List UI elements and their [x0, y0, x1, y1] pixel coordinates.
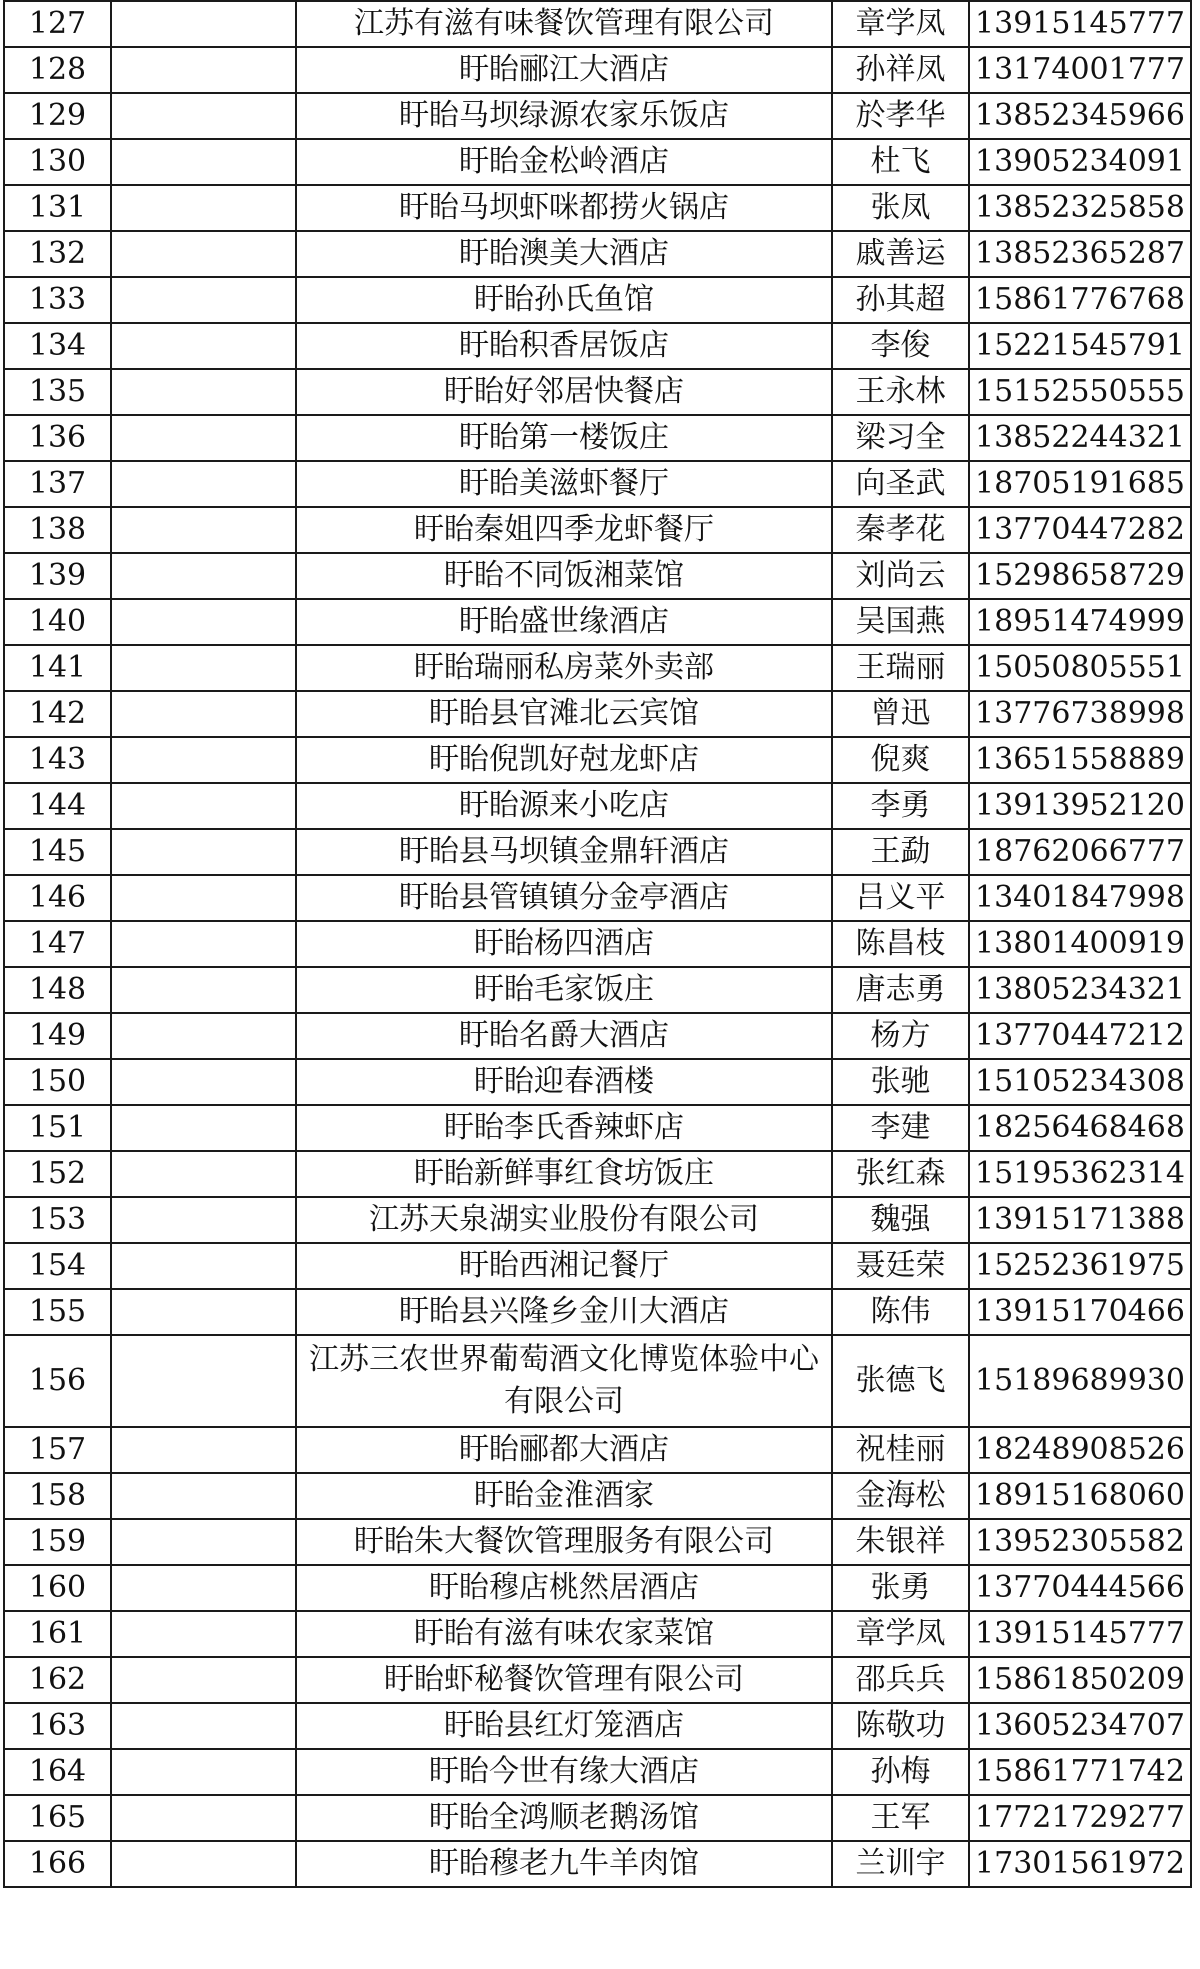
business-name-cell: 盱眙郦江大酒店 — [296, 47, 832, 93]
contact-person-cell: 陈伟 — [832, 1289, 969, 1335]
blank-cell — [111, 553, 296, 599]
blank-cell — [111, 1151, 296, 1197]
business-name-cell: 盱眙积香居饭店 — [296, 323, 832, 369]
business-name-cell: 盱眙源来小吃店 — [296, 783, 832, 829]
table-row — [4, 1565, 1191, 1611]
phone-number-cell: 18256468468 — [969, 1105, 1191, 1151]
contact-person-cell: 王永林 — [832, 369, 969, 415]
contact-person-cell: 魏强 — [832, 1197, 969, 1243]
blank-cell — [111, 1013, 296, 1059]
business-name-cell: 盱眙今世有缘大酒店 — [296, 1749, 832, 1795]
table-row — [4, 1335, 1191, 1427]
table-row — [4, 1105, 1191, 1151]
table-row — [4, 47, 1191, 93]
row-number-cell: 160 — [4, 1565, 111, 1611]
phone-number-cell: 15195362314 — [969, 1151, 1191, 1197]
contact-person-cell: 孙其超 — [832, 277, 969, 323]
business-name-cell: 盱眙迎春酒楼 — [296, 1059, 832, 1105]
table-row — [4, 1427, 1191, 1473]
business-name-cell: 盱眙金松岭酒店 — [296, 139, 832, 185]
phone-number-cell: 13852365287 — [969, 231, 1191, 277]
contact-person-cell: 倪爽 — [832, 737, 969, 783]
contact-person-cell: 章学凤 — [832, 1611, 969, 1657]
row-number-cell: 155 — [4, 1289, 111, 1335]
table-row — [4, 139, 1191, 185]
business-name-cell: 盱眙郦都大酒店 — [296, 1427, 832, 1473]
blank-cell — [111, 139, 296, 185]
phone-number-cell: 15861771742 — [969, 1749, 1191, 1795]
table-row — [4, 1657, 1191, 1703]
blank-cell — [111, 1197, 296, 1243]
phone-number-cell: 13952305582 — [969, 1519, 1191, 1565]
table-row — [4, 1473, 1191, 1519]
contact-person-cell: 李勇 — [832, 783, 969, 829]
blank-cell — [111, 737, 296, 783]
phone-number-cell: 18248908526 — [969, 1427, 1191, 1473]
business-name-cell: 盱眙盛世缘酒店 — [296, 599, 832, 645]
business-name-cell: 江苏三农世界葡萄酒文化博览体验中心有限公司 — [296, 1335, 832, 1427]
phone-number-cell: 13913952120 — [969, 783, 1191, 829]
table-row — [4, 1151, 1191, 1197]
blank-cell — [111, 829, 296, 875]
blank-cell — [111, 1289, 296, 1335]
row-number-cell: 164 — [4, 1749, 111, 1795]
business-name-cell: 盱眙李氏香辣虾店 — [296, 1105, 832, 1151]
table-row — [4, 1841, 1191, 1887]
blank-cell — [111, 369, 296, 415]
table-row — [4, 1703, 1191, 1749]
row-number-cell: 144 — [4, 783, 111, 829]
table-row — [4, 921, 1191, 967]
contact-person-cell: 杜飞 — [832, 139, 969, 185]
table-row — [4, 323, 1191, 369]
business-name-cell: 江苏天泉湖实业股份有限公司 — [296, 1197, 832, 1243]
business-name-cell: 盱眙孙氏鱼馆 — [296, 277, 832, 323]
blank-cell — [111, 783, 296, 829]
contact-person-cell: 张驰 — [832, 1059, 969, 1105]
business-name-cell: 盱眙新鲜事红食坊饭庄 — [296, 1151, 832, 1197]
contact-person-cell: 邵兵兵 — [832, 1657, 969, 1703]
phone-number-cell: 15861850209 — [969, 1657, 1191, 1703]
blank-cell — [111, 1795, 296, 1841]
row-number-cell: 137 — [4, 461, 111, 507]
contact-person-cell: 王勐 — [832, 829, 969, 875]
blank-cell — [111, 1335, 296, 1427]
contact-person-cell: 金海松 — [832, 1473, 969, 1519]
phone-number-cell: 13915145777 — [969, 1, 1191, 47]
blank-cell — [111, 461, 296, 507]
row-number-cell: 128 — [4, 47, 111, 93]
phone-number-cell: 13770447212 — [969, 1013, 1191, 1059]
table-row — [4, 875, 1191, 921]
contact-person-cell: 张凤 — [832, 185, 969, 231]
table-row — [4, 93, 1191, 139]
phone-number-cell: 17301561972 — [969, 1841, 1191, 1887]
row-number-cell: 163 — [4, 1703, 111, 1749]
business-name-cell: 盱眙杨四酒店 — [296, 921, 832, 967]
blank-cell — [111, 599, 296, 645]
blank-cell — [111, 1657, 296, 1703]
contact-person-cell: 陈敬功 — [832, 1703, 969, 1749]
phone-number-cell: 13915145777 — [969, 1611, 1191, 1657]
contact-person-cell: 章学凤 — [832, 1, 969, 47]
blank-cell — [111, 1, 296, 47]
table-row — [4, 231, 1191, 277]
phone-number-cell: 17721729277 — [969, 1795, 1191, 1841]
business-name-cell: 盱眙县管镇镇分金亭酒店 — [296, 875, 832, 921]
blank-cell — [111, 921, 296, 967]
roster-table-body — [4, 1, 1191, 1887]
row-number-cell: 156 — [4, 1335, 111, 1427]
business-name-cell: 盱眙第一楼饭庄 — [296, 415, 832, 461]
phone-number-cell: 18951474999 — [969, 599, 1191, 645]
row-number-cell: 161 — [4, 1611, 111, 1657]
contact-person-cell: 李建 — [832, 1105, 969, 1151]
blank-cell — [111, 93, 296, 139]
business-name-cell: 盱眙县兴隆乡金川大酒店 — [296, 1289, 832, 1335]
business-name-cell: 盱眙名爵大酒店 — [296, 1013, 832, 1059]
contact-person-cell: 李俊 — [832, 323, 969, 369]
business-name-cell: 盱眙县马坝镇金鼎轩酒店 — [296, 829, 832, 875]
table-row — [4, 415, 1191, 461]
table-row — [4, 599, 1191, 645]
phone-number-cell: 15221545791 — [969, 323, 1191, 369]
phone-number-cell: 15050805551 — [969, 645, 1191, 691]
contact-person-cell: 戚善运 — [832, 231, 969, 277]
row-number-cell: 143 — [4, 737, 111, 783]
phone-number-cell: 13770447282 — [969, 507, 1191, 553]
row-number-cell: 162 — [4, 1657, 111, 1703]
row-number-cell: 157 — [4, 1427, 111, 1473]
business-name-cell: 盱眙穆店桃然居酒店 — [296, 1565, 832, 1611]
row-number-cell: 148 — [4, 967, 111, 1013]
table-row — [4, 737, 1191, 783]
row-number-cell: 132 — [4, 231, 111, 277]
contact-person-cell: 刘尚云 — [832, 553, 969, 599]
business-name-cell: 盱眙县红灯笼酒店 — [296, 1703, 832, 1749]
blank-cell — [111, 691, 296, 737]
blank-cell — [111, 185, 296, 231]
table-row — [4, 1059, 1191, 1105]
business-name-cell: 盱眙倪凯好尅龙虾店 — [296, 737, 832, 783]
table-row — [4, 1795, 1191, 1841]
contact-person-cell: 吴国燕 — [832, 599, 969, 645]
row-number-cell: 153 — [4, 1197, 111, 1243]
contact-person-cell: 朱银祥 — [832, 1519, 969, 1565]
business-name-cell: 盱眙朱大餐饮管理服务有限公司 — [296, 1519, 832, 1565]
row-number-cell: 158 — [4, 1473, 111, 1519]
phone-number-cell: 15105234308 — [969, 1059, 1191, 1105]
business-name-cell: 盱眙美滋虾餐厅 — [296, 461, 832, 507]
business-name-cell: 盱眙好邻居快餐店 — [296, 369, 832, 415]
table-row — [4, 1, 1191, 47]
contact-person-cell: 张勇 — [832, 1565, 969, 1611]
row-number-cell: 129 — [4, 93, 111, 139]
contact-person-cell: 张红森 — [832, 1151, 969, 1197]
contact-person-cell: 王瑞丽 — [832, 645, 969, 691]
row-number-cell: 140 — [4, 599, 111, 645]
phone-number-cell: 18915168060 — [969, 1473, 1191, 1519]
phone-number-cell: 15189689930 — [969, 1335, 1191, 1427]
contact-person-cell: 於孝华 — [832, 93, 969, 139]
phone-number-cell: 18762066777 — [969, 829, 1191, 875]
row-number-cell: 154 — [4, 1243, 111, 1289]
business-name-cell: 盱眙县官滩北云宾馆 — [296, 691, 832, 737]
business-name-cell: 盱眙全鸿顺老鹅汤馆 — [296, 1795, 832, 1841]
table-row — [4, 507, 1191, 553]
row-number-cell: 130 — [4, 139, 111, 185]
contact-person-cell: 曾迅 — [832, 691, 969, 737]
row-number-cell: 146 — [4, 875, 111, 921]
blank-cell — [111, 875, 296, 921]
blank-cell — [111, 323, 296, 369]
restaurant-roster-table — [3, 0, 1192, 1888]
phone-number-cell: 13852244321 — [969, 415, 1191, 461]
business-name-cell: 盱眙瑞丽私房菜外卖部 — [296, 645, 832, 691]
phone-number-cell: 13401847998 — [969, 875, 1191, 921]
row-number-cell: 150 — [4, 1059, 111, 1105]
table-row — [4, 1013, 1191, 1059]
table-row — [4, 783, 1191, 829]
blank-cell — [111, 507, 296, 553]
phone-number-cell: 13805234321 — [969, 967, 1191, 1013]
phone-number-cell: 18705191685 — [969, 461, 1191, 507]
table-row — [4, 369, 1191, 415]
table-row — [4, 1289, 1191, 1335]
table-row — [4, 967, 1191, 1013]
table-row — [4, 829, 1191, 875]
contact-person-cell: 王军 — [832, 1795, 969, 1841]
table-row — [4, 1197, 1191, 1243]
row-number-cell: 138 — [4, 507, 111, 553]
table-row — [4, 691, 1191, 737]
business-name-cell: 盱眙马坝虾咪都捞火锅店 — [296, 185, 832, 231]
contact-person-cell: 向圣武 — [832, 461, 969, 507]
row-number-cell: 142 — [4, 691, 111, 737]
row-number-cell: 151 — [4, 1105, 111, 1151]
contact-person-cell: 梁习全 — [832, 415, 969, 461]
blank-cell — [111, 277, 296, 323]
row-number-cell: 134 — [4, 323, 111, 369]
business-name-cell: 盱眙澳美大酒店 — [296, 231, 832, 277]
contact-person-cell: 秦孝花 — [832, 507, 969, 553]
table-row — [4, 185, 1191, 231]
business-name-cell: 盱眙有滋有味农家菜馆 — [296, 1611, 832, 1657]
blank-cell — [111, 1473, 296, 1519]
contact-person-cell: 祝桂丽 — [832, 1427, 969, 1473]
contact-person-cell: 聂廷荣 — [832, 1243, 969, 1289]
phone-number-cell: 15152550555 — [969, 369, 1191, 415]
phone-number-cell: 13605234707 — [969, 1703, 1191, 1749]
phone-number-cell: 13852345966 — [969, 93, 1191, 139]
contact-person-cell: 孙祥凤 — [832, 47, 969, 93]
row-number-cell: 135 — [4, 369, 111, 415]
business-name-cell: 盱眙穆老九牛羊肉馆 — [296, 1841, 832, 1887]
blank-cell — [111, 1427, 296, 1473]
phone-number-cell: 15298658729 — [969, 553, 1191, 599]
blank-cell — [111, 231, 296, 277]
blank-cell — [111, 1703, 296, 1749]
phone-number-cell: 13801400919 — [969, 921, 1191, 967]
table-row — [4, 1611, 1191, 1657]
blank-cell — [111, 1059, 296, 1105]
phone-number-cell: 13174001777 — [969, 47, 1191, 93]
table-row — [4, 461, 1191, 507]
row-number-cell: 149 — [4, 1013, 111, 1059]
row-number-cell: 147 — [4, 921, 111, 967]
contact-person-cell: 杨方 — [832, 1013, 969, 1059]
phone-number-cell: 13905234091 — [969, 139, 1191, 185]
contact-person-cell: 兰训宇 — [832, 1841, 969, 1887]
business-name-cell: 盱眙金淮酒家 — [296, 1473, 832, 1519]
contact-person-cell: 孙梅 — [832, 1749, 969, 1795]
phone-number-cell: 13915170466 — [969, 1289, 1191, 1335]
blank-cell — [111, 1841, 296, 1887]
business-name-cell: 盱眙马坝绿源农家乐饭店 — [296, 93, 832, 139]
contact-person-cell: 唐志勇 — [832, 967, 969, 1013]
business-name-cell: 盱眙不同饭湘菜馆 — [296, 553, 832, 599]
row-number-cell: 133 — [4, 277, 111, 323]
phone-number-cell: 13651558889 — [969, 737, 1191, 783]
row-number-cell: 136 — [4, 415, 111, 461]
phone-number-cell: 15252361975 — [969, 1243, 1191, 1289]
row-number-cell: 127 — [4, 1, 111, 47]
row-number-cell: 145 — [4, 829, 111, 875]
row-number-cell: 131 — [4, 185, 111, 231]
table-row — [4, 553, 1191, 599]
row-number-cell: 159 — [4, 1519, 111, 1565]
blank-cell — [111, 1105, 296, 1151]
row-number-cell: 139 — [4, 553, 111, 599]
table-row — [4, 645, 1191, 691]
blank-cell — [111, 645, 296, 691]
phone-number-cell: 13852325858 — [969, 185, 1191, 231]
row-number-cell: 166 — [4, 1841, 111, 1887]
table-row — [4, 1243, 1191, 1289]
blank-cell — [111, 1749, 296, 1795]
table-row — [4, 1749, 1191, 1795]
business-name-cell: 盱眙毛家饭庄 — [296, 967, 832, 1013]
phone-number-cell: 13776738998 — [969, 691, 1191, 737]
row-number-cell: 165 — [4, 1795, 111, 1841]
business-name-cell: 盱眙西湘记餐厅 — [296, 1243, 832, 1289]
blank-cell — [111, 967, 296, 1013]
blank-cell — [111, 415, 296, 461]
blank-cell — [111, 1519, 296, 1565]
blank-cell — [111, 1611, 296, 1657]
contact-person-cell: 陈昌枝 — [832, 921, 969, 967]
business-name-cell: 盱眙虾秘餐饮管理有限公司 — [296, 1657, 832, 1703]
business-name-cell: 盱眙秦姐四季龙虾餐厅 — [296, 507, 832, 553]
table-row — [4, 277, 1191, 323]
blank-cell — [111, 1243, 296, 1289]
row-number-cell: 141 — [4, 645, 111, 691]
table-row — [4, 1519, 1191, 1565]
contact-person-cell: 吕义平 — [832, 875, 969, 921]
row-number-cell: 152 — [4, 1151, 111, 1197]
phone-number-cell: 13770444566 — [969, 1565, 1191, 1611]
business-name-cell: 江苏有滋有味餐饮管理有限公司 — [296, 1, 832, 47]
blank-cell — [111, 47, 296, 93]
blank-cell — [111, 1565, 296, 1611]
phone-number-cell: 15861776768 — [969, 277, 1191, 323]
contact-person-cell: 张德飞 — [832, 1335, 969, 1427]
phone-number-cell: 13915171388 — [969, 1197, 1191, 1243]
